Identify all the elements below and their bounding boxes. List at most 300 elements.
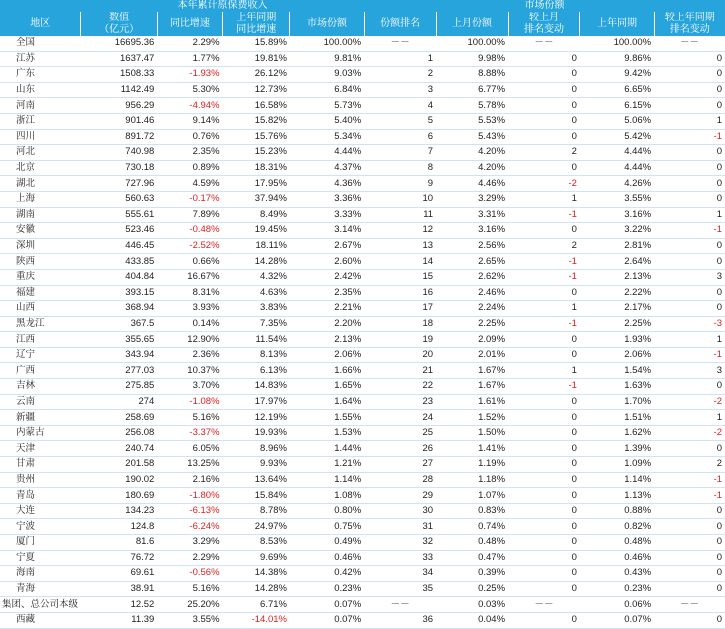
cell-value[interactable]: 124.8 (81, 519, 157, 535)
cell-rank-change-year[interactable]: 3 (654, 363, 725, 379)
cell-rank-change-year[interactable]: -1 (654, 129, 725, 145)
cell-share[interactable]: 4.44% (290, 145, 364, 161)
cell-lastyear-yoy[interactable]: 8.96% (223, 441, 290, 457)
cell-lastmonth-share[interactable]: 1.18% (436, 472, 508, 488)
cell-yoy[interactable]: 2.29% (157, 36, 222, 51)
cell-lastyear-share[interactable]: 2.13% (580, 269, 654, 285)
cell-rank-change-month[interactable]: －－ (508, 597, 580, 613)
cell-region[interactable]: 北京 (0, 160, 81, 176)
cell-rank-change-month[interactable]: -1 (508, 207, 580, 223)
cell-share[interactable]: 1.66% (290, 363, 364, 379)
cell-lastmonth-share[interactable]: 0.03% (436, 597, 508, 613)
cell-share-rank[interactable]: 31 (364, 519, 436, 535)
cell-value[interactable]: 393.15 (81, 285, 157, 301)
cell-rank-change-year[interactable]: 1 (654, 410, 725, 426)
cell-share[interactable]: 2.13% (290, 332, 364, 348)
cell-share-rank[interactable]: 21 (364, 363, 436, 379)
cell-lastmonth-share[interactable]: 0.48% (436, 535, 508, 551)
cell-share[interactable]: 0.80% (290, 503, 364, 519)
cell-share[interactable]: 2.20% (290, 316, 364, 332)
cell-value[interactable]: 446.45 (81, 238, 157, 254)
cell-value[interactable]: 1637.47 (81, 51, 157, 67)
cell-lastyear-share[interactable]: 6.15% (580, 98, 654, 114)
cell-rank-change-year[interactable]: 0 (654, 238, 725, 254)
cell-lastmonth-share[interactable]: 5.53% (436, 113, 508, 129)
cell-rank-change-month[interactable]: 0 (508, 535, 580, 551)
cell-rank-change-year[interactable]: 0 (654, 379, 725, 395)
cell-lastyear-share[interactable]: 100.00% (580, 36, 654, 51)
col-region[interactable]: 地区 (0, 12, 81, 36)
cell-rank-change-month[interactable]: 1 (508, 301, 580, 317)
cell-region[interactable]: 辽宁 (0, 347, 81, 363)
cell-share-rank[interactable]: 30 (364, 503, 436, 519)
cell-region[interactable]: 内蒙古 (0, 425, 81, 441)
cell-share[interactable]: 1.44% (290, 441, 364, 457)
cell-share-rank[interactable]: 32 (364, 535, 436, 551)
cell-rank-change-month[interactable]: 0 (508, 113, 580, 129)
cell-rank-change-year[interactable]: 0 (654, 566, 725, 582)
cell-rank-change-year[interactable]: -2 (654, 394, 725, 410)
cell-rank-change-year[interactable]: 1 (654, 332, 725, 348)
cell-rank-change-year[interactable]: 0 (654, 441, 725, 457)
cell-region[interactable]: 宁波 (0, 519, 81, 535)
cell-yoy[interactable]: 25.20% (157, 597, 222, 613)
cell-rank-change-month[interactable]: 0 (508, 425, 580, 441)
cell-lastmonth-share[interactable]: 0.83% (436, 503, 508, 519)
cell-lastmonth-share[interactable]: 0.74% (436, 519, 508, 535)
cell-share[interactable]: 9.81% (290, 51, 364, 67)
col-yoy[interactable]: 同比增速 (157, 12, 222, 36)
cell-value[interactable]: 134.23 (81, 503, 157, 519)
cell-lastyear-share[interactable]: 3.16% (580, 207, 654, 223)
cell-lastyear-yoy[interactable]: 4.63% (223, 285, 290, 301)
cell-lastyear-yoy[interactable]: 8.13% (223, 347, 290, 363)
cell-share-rank[interactable]: 10 (364, 191, 436, 207)
col-rank-change-year[interactable] (654, 12, 725, 36)
cell-lastmonth-share[interactable]: 5.78% (436, 98, 508, 114)
cell-region[interactable]: 四川 (0, 129, 81, 145)
cell-rank-change-year[interactable]: -1 (654, 223, 725, 239)
cell-lastyear-share[interactable]: 2.06% (580, 347, 654, 363)
cell-yoy[interactable]: 3.70% (157, 379, 222, 395)
cell-value[interactable]: 16695.36 (81, 36, 157, 51)
cell-value[interactable]: 368.94 (81, 301, 157, 317)
cell-share-rank[interactable]: 29 (364, 488, 436, 504)
cell-yoy[interactable]: 2.36% (157, 347, 222, 363)
cell-share[interactable]: 6.84% (290, 82, 364, 98)
cell-share-rank[interactable]: 2 (364, 67, 436, 83)
cell-rank-change-month[interactable]: -1 (508, 254, 580, 270)
cell-lastyear-yoy[interactable]: 8.49% (223, 207, 290, 223)
cell-lastmonth-share[interactable]: 0.39% (436, 566, 508, 582)
cell-region[interactable]: 广东 (0, 67, 81, 83)
cell-lastmonth-share[interactable]: 2.25% (436, 316, 508, 332)
cell-value[interactable]: 560.63 (81, 191, 157, 207)
cell-yoy[interactable]: -0.48% (157, 223, 222, 239)
cell-rank-change-month[interactable]: －－ (508, 36, 580, 51)
cell-share-rank[interactable]: 27 (364, 457, 436, 473)
cell-lastyear-yoy[interactable]: -14.01% (223, 612, 290, 628)
cell-lastmonth-share[interactable]: 0.25% (436, 581, 508, 597)
cell-region[interactable]: 山西 (0, 301, 81, 317)
cell-yoy[interactable]: 0.66% (157, 254, 222, 270)
cell-region[interactable]: 大连 (0, 503, 81, 519)
cell-yoy[interactable]: 10.37% (157, 363, 222, 379)
cell-value[interactable]: 76.72 (81, 550, 157, 566)
cell-yoy[interactable]: 0.14% (157, 316, 222, 332)
cell-share-rank[interactable]: 36 (364, 612, 436, 628)
cell-rank-change-year[interactable]: 0 (654, 160, 725, 176)
cell-share[interactable]: 1.53% (290, 425, 364, 441)
cell-yoy[interactable]: 2.29% (157, 550, 222, 566)
cell-lastyear-share[interactable]: 0.46% (580, 550, 654, 566)
cell-share-rank[interactable]: 26 (364, 441, 436, 457)
cell-lastyear-yoy[interactable]: 12.19% (223, 410, 290, 426)
cell-share[interactable]: 2.06% (290, 347, 364, 363)
cell-value[interactable]: 891.72 (81, 129, 157, 145)
cell-rank-change-month[interactable]: 0 (508, 410, 580, 426)
cell-rank-change-year[interactable]: 2 (654, 457, 725, 473)
cell-value[interactable]: 81.6 (81, 535, 157, 551)
cell-lastmonth-share[interactable]: 0.04% (436, 612, 508, 628)
cell-share[interactable]: 0.23% (290, 581, 364, 597)
cell-lastyear-yoy[interactable]: 7.35% (223, 316, 290, 332)
cell-rank-change-year[interactable]: -1 (654, 347, 725, 363)
cell-rank-change-year[interactable]: 0 (654, 535, 725, 551)
cell-share[interactable]: 4.37% (290, 160, 364, 176)
cell-lastmonth-share[interactable]: 2.09% (436, 332, 508, 348)
cell-lastyear-yoy[interactable]: 14.28% (223, 254, 290, 270)
cell-share-rank[interactable]: 5 (364, 113, 436, 129)
cell-share[interactable]: 2.60% (290, 254, 364, 270)
cell-region[interactable]: 上海 (0, 191, 81, 207)
cell-rank-change-month[interactable]: 0 (508, 285, 580, 301)
cell-share-rank[interactable]: 35 (364, 581, 436, 597)
cell-lastyear-yoy[interactable]: 4.32% (223, 269, 290, 285)
cell-value[interactable]: 740.98 (81, 145, 157, 161)
cell-rank-change-month[interactable]: 0 (508, 332, 580, 348)
cell-lastmonth-share[interactable]: 1.67% (436, 363, 508, 379)
cell-lastmonth-share[interactable]: 3.29% (436, 191, 508, 207)
cell-lastyear-share[interactable]: 1.54% (580, 363, 654, 379)
cell-lastyear-yoy[interactable]: 19.81% (223, 51, 290, 67)
cell-share[interactable]: 100.00% (290, 36, 364, 51)
cell-lastmonth-share[interactable]: 2.62% (436, 269, 508, 285)
cell-lastyear-share[interactable]: 0.88% (580, 503, 654, 519)
cell-lastyear-yoy[interactable]: 8.78% (223, 503, 290, 519)
cell-region[interactable]: 陕西 (0, 254, 81, 270)
cell-lastmonth-share[interactable]: 1.19% (436, 457, 508, 473)
cell-yoy[interactable]: 3.55% (157, 612, 222, 628)
cell-share[interactable]: 3.33% (290, 207, 364, 223)
cell-rank-change-year[interactable]: 0 (654, 612, 725, 628)
cell-yoy[interactable]: 7.89% (157, 207, 222, 223)
cell-lastmonth-share[interactable]: 1.50% (436, 425, 508, 441)
cell-lastyear-yoy[interactable]: 14.28% (223, 581, 290, 597)
cell-region[interactable]: 西藏 (0, 612, 81, 628)
cell-share[interactable]: 0.07% (290, 612, 364, 628)
cell-rank-change-month[interactable]: 0 (508, 98, 580, 114)
cell-lastyear-yoy[interactable]: 15.76% (223, 129, 290, 145)
cell-yoy[interactable]: -1.93% (157, 67, 222, 83)
cell-share-rank[interactable]: 13 (364, 238, 436, 254)
cell-value[interactable]: 256.08 (81, 425, 157, 441)
cell-share-rank[interactable]: 34 (364, 566, 436, 582)
cell-lastyear-yoy[interactable]: 14.38% (223, 566, 290, 582)
cell-share[interactable]: 1.08% (290, 488, 364, 504)
cell-lastyear-share[interactable]: 1.62% (580, 425, 654, 441)
cell-share[interactable]: 9.03% (290, 67, 364, 83)
cell-share-rank[interactable]: 8 (364, 160, 436, 176)
cell-lastyear-share[interactable]: 0.43% (580, 566, 654, 582)
cell-lastyear-yoy[interactable]: 6.13% (223, 363, 290, 379)
cell-rank-change-year[interactable]: 3 (654, 269, 725, 285)
cell-share[interactable]: 2.21% (290, 301, 364, 317)
cell-share[interactable]: 2.35% (290, 285, 364, 301)
cell-rank-change-month[interactable]: -1 (508, 316, 580, 332)
cell-share-rank[interactable]: －－ (364, 36, 436, 51)
cell-lastmonth-share[interactable]: 1.67% (436, 379, 508, 395)
cell-lastyear-yoy[interactable]: 14.83% (223, 379, 290, 395)
cell-region[interactable]: 江苏 (0, 51, 81, 67)
cell-share-rank[interactable]: 3 (364, 82, 436, 98)
cell-value[interactable]: 433.85 (81, 254, 157, 270)
cell-lastmonth-share[interactable]: 2.46% (436, 285, 508, 301)
cell-rank-change-month[interactable]: 0 (508, 550, 580, 566)
cell-rank-change-month[interactable]: 1 (508, 191, 580, 207)
cell-lastyear-share[interactable]: 2.22% (580, 285, 654, 301)
cell-region[interactable]: 深圳 (0, 238, 81, 254)
cell-rank-change-year[interactable]: 0 (654, 519, 725, 535)
cell-lastyear-yoy[interactable]: 8.53% (223, 535, 290, 551)
cell-rank-change-year[interactable]: 0 (654, 254, 725, 270)
cell-yoy[interactable]: 12.90% (157, 332, 222, 348)
cell-share-rank[interactable]: 11 (364, 207, 436, 223)
cell-share[interactable]: 5.40% (290, 113, 364, 129)
cell-share-rank[interactable]: 18 (364, 316, 436, 332)
cell-rank-change-year[interactable]: 0 (654, 191, 725, 207)
cell-lastmonth-share[interactable]: 4.46% (436, 176, 508, 192)
cell-rank-change-month[interactable]: 0 (508, 566, 580, 582)
cell-yoy[interactable]: 3.93% (157, 301, 222, 317)
cell-yoy[interactable]: -1.08% (157, 394, 222, 410)
cell-yoy[interactable]: 1.77% (157, 51, 222, 67)
cell-lastyear-share[interactable]: 9.86% (580, 51, 654, 67)
cell-share[interactable]: 3.14% (290, 223, 364, 239)
cell-lastyear-yoy[interactable]: 26.12% (223, 67, 290, 83)
cell-value[interactable]: 201.58 (81, 457, 157, 473)
cell-lastyear-share[interactable]: 0.07% (580, 612, 654, 628)
cell-rank-change-year[interactable]: 0 (654, 98, 725, 114)
cell-region[interactable]: 江西 (0, 332, 81, 348)
cell-region[interactable]: 宁夏 (0, 550, 81, 566)
cell-yoy[interactable]: 5.16% (157, 581, 222, 597)
cell-rank-change-month[interactable]: 0 (508, 612, 580, 628)
cell-lastyear-share[interactable]: 9.42% (580, 67, 654, 83)
cell-region[interactable]: 海南 (0, 566, 81, 582)
cell-rank-change-month[interactable]: 0 (508, 503, 580, 519)
cell-share-rank[interactable]: 1 (364, 51, 436, 67)
cell-lastmonth-share[interactable]: 5.43% (436, 129, 508, 145)
cell-region[interactable]: 山东 (0, 82, 81, 98)
cell-lastmonth-share[interactable]: 2.01% (436, 347, 508, 363)
cell-yoy[interactable]: 2.35% (157, 145, 222, 161)
cell-yoy[interactable]: -4.94% (157, 98, 222, 114)
col-share-rank[interactable]: 份额排名 (364, 12, 436, 36)
cell-yoy[interactable]: 0.76% (157, 129, 222, 145)
cell-share-rank[interactable]: 23 (364, 394, 436, 410)
cell-rank-change-year[interactable]: 0 (654, 301, 725, 317)
cell-lastyear-yoy[interactable]: 18.31% (223, 160, 290, 176)
cell-share-rank[interactable]: 9 (364, 176, 436, 192)
cell-lastyear-yoy[interactable]: 15.23% (223, 145, 290, 161)
cell-value[interactable]: 343.94 (81, 347, 157, 363)
col-rank-change-month[interactable] (508, 12, 580, 36)
cell-share[interactable]: 0.75% (290, 519, 364, 535)
cell-lastyear-yoy[interactable]: 13.64% (223, 472, 290, 488)
cell-value[interactable]: 901.46 (81, 113, 157, 129)
cell-region[interactable]: 集团、总公司本级 (0, 597, 81, 613)
cell-share-rank[interactable]: 33 (364, 550, 436, 566)
cell-rank-change-month[interactable]: 2 (508, 145, 580, 161)
cell-value[interactable]: 404.84 (81, 269, 157, 285)
cell-lastyear-share[interactable]: 3.22% (580, 223, 654, 239)
cell-share-rank[interactable]: 16 (364, 285, 436, 301)
cell-value[interactable]: 275.85 (81, 379, 157, 395)
cell-rank-change-year[interactable]: -3 (654, 316, 725, 332)
cell-region[interactable]: 全国 (0, 36, 81, 51)
cell-rank-change-month[interactable]: 0 (508, 82, 580, 98)
cell-share[interactable]: 0.49% (290, 535, 364, 551)
cell-lastmonth-share[interactable]: 2.24% (436, 301, 508, 317)
cell-lastyear-share[interactable]: 0.23% (580, 581, 654, 597)
cell-region[interactable]: 福建 (0, 285, 81, 301)
cell-share-rank[interactable]: 19 (364, 332, 436, 348)
cell-rank-change-year[interactable]: 0 (654, 285, 725, 301)
cell-rank-change-month[interactable]: 0 (508, 223, 580, 239)
cell-rank-change-year[interactable]: －－ (654, 597, 725, 613)
cell-share-rank[interactable]: 17 (364, 301, 436, 317)
cell-lastmonth-share[interactable]: 100.00% (436, 36, 508, 51)
cell-share[interactable]: 1.55% (290, 410, 364, 426)
cell-lastyear-yoy[interactable]: 9.93% (223, 457, 290, 473)
cell-value[interactable]: 240.74 (81, 441, 157, 457)
cell-value[interactable]: 38.91 (81, 581, 157, 597)
cell-lastyear-yoy[interactable]: 6.71% (223, 597, 290, 613)
cell-lastyear-share[interactable]: 2.25% (580, 316, 654, 332)
cell-rank-change-year[interactable]: 0 (654, 67, 725, 83)
cell-share[interactable]: 1.21% (290, 457, 364, 473)
cell-share-rank[interactable]: 4 (364, 98, 436, 114)
col-value[interactable] (81, 12, 157, 36)
cell-lastyear-share[interactable]: 1.13% (580, 488, 654, 504)
cell-lastyear-yoy[interactable]: 17.97% (223, 394, 290, 410)
cell-value[interactable]: 69.61 (81, 566, 157, 582)
cell-share[interactable]: 0.42% (290, 566, 364, 582)
cell-value[interactable]: 1508.33 (81, 67, 157, 83)
cell-value[interactable]: 190.02 (81, 472, 157, 488)
cell-lastyear-share[interactable]: 0.82% (580, 519, 654, 535)
cell-share-rank[interactable]: 24 (364, 410, 436, 426)
cell-lastmonth-share[interactable]: 1.41% (436, 441, 508, 457)
cell-rank-change-month[interactable]: 0 (508, 129, 580, 145)
cell-region[interactable]: 天津 (0, 441, 81, 457)
cell-lastyear-share[interactable]: 2.64% (580, 254, 654, 270)
cell-share-rank[interactable]: 28 (364, 472, 436, 488)
cell-value[interactable]: 12.52 (81, 597, 157, 613)
cell-rank-change-month[interactable]: -1 (508, 379, 580, 395)
cell-lastyear-yoy[interactable]: 18.11% (223, 238, 290, 254)
cell-share[interactable]: 2.42% (290, 269, 364, 285)
cell-value[interactable]: 956.29 (81, 98, 157, 114)
cell-value[interactable]: 523.46 (81, 223, 157, 239)
cell-share-rank[interactable]: 6 (364, 129, 436, 145)
cell-rank-change-year[interactable]: 0 (654, 581, 725, 597)
cell-value[interactable]: 367.5 (81, 316, 157, 332)
cell-lastyear-share[interactable]: 5.42% (580, 129, 654, 145)
cell-share[interactable]: 0.46% (290, 550, 364, 566)
cell-lastmonth-share[interactable]: 3.31% (436, 207, 508, 223)
cell-rank-change-month[interactable]: 0 (508, 581, 580, 597)
cell-share[interactable]: 2.67% (290, 238, 364, 254)
cell-rank-change-month[interactable]: 0 (508, 160, 580, 176)
cell-rank-change-month[interactable]: 1 (508, 363, 580, 379)
cell-region[interactable]: 湖南 (0, 207, 81, 223)
cell-yoy[interactable]: -6.24% (157, 519, 222, 535)
cell-lastyear-yoy[interactable]: 19.93% (223, 425, 290, 441)
col-share[interactable]: 市场份额 (290, 12, 364, 36)
cell-value[interactable]: 727.96 (81, 176, 157, 192)
cell-rank-change-month[interactable]: 0 (508, 394, 580, 410)
cell-lastyear-share[interactable]: 2.81% (580, 238, 654, 254)
cell-rank-change-month[interactable]: 0 (508, 488, 580, 504)
cell-lastyear-yoy[interactable]: 9.69% (223, 550, 290, 566)
cell-yoy[interactable]: 4.59% (157, 176, 222, 192)
cell-lastmonth-share[interactable]: 1.07% (436, 488, 508, 504)
col-lastyear-share[interactable]: 上年同期 (580, 12, 654, 36)
cell-lastyear-yoy[interactable]: 15.82% (223, 113, 290, 129)
cell-share[interactable]: 1.14% (290, 472, 364, 488)
cell-share[interactable]: 5.73% (290, 98, 364, 114)
cell-rank-change-year[interactable]: 0 (654, 550, 725, 566)
cell-lastyear-yoy[interactable]: 17.95% (223, 176, 290, 192)
cell-rank-change-month[interactable]: 0 (508, 457, 580, 473)
cell-region[interactable]: 湖北 (0, 176, 81, 192)
cell-share-rank[interactable]: －－ (364, 597, 436, 613)
cell-lastmonth-share[interactable]: 2.56% (436, 238, 508, 254)
cell-yoy[interactable]: 6.05% (157, 441, 222, 457)
cell-lastyear-yoy[interactable]: 12.73% (223, 82, 290, 98)
cell-lastyear-share[interactable]: 4.44% (580, 160, 654, 176)
cell-yoy[interactable]: 13.25% (157, 457, 222, 473)
cell-yoy[interactable]: -6.13% (157, 503, 222, 519)
cell-value[interactable]: 355.65 (81, 332, 157, 348)
cell-value[interactable]: 11.39 (81, 612, 157, 628)
cell-region[interactable]: 黑龙江 (0, 316, 81, 332)
cell-yoy[interactable]: 5.16% (157, 410, 222, 426)
cell-lastyear-share[interactable]: 5.06% (580, 113, 654, 129)
cell-rank-change-year[interactable]: 0 (654, 176, 725, 192)
cell-lastyear-share[interactable]: 1.93% (580, 332, 654, 348)
cell-region[interactable]: 新疆 (0, 410, 81, 426)
cell-rank-change-year[interactable]: -1 (654, 472, 725, 488)
cell-lastyear-yoy[interactable]: 3.83% (223, 301, 290, 317)
cell-share[interactable]: 5.34% (290, 129, 364, 145)
cell-lastmonth-share[interactable]: 1.52% (436, 410, 508, 426)
cell-rank-change-month[interactable]: -1 (508, 269, 580, 285)
cell-value[interactable]: 274 (81, 394, 157, 410)
cell-lastyear-yoy[interactable]: 37.94% (223, 191, 290, 207)
